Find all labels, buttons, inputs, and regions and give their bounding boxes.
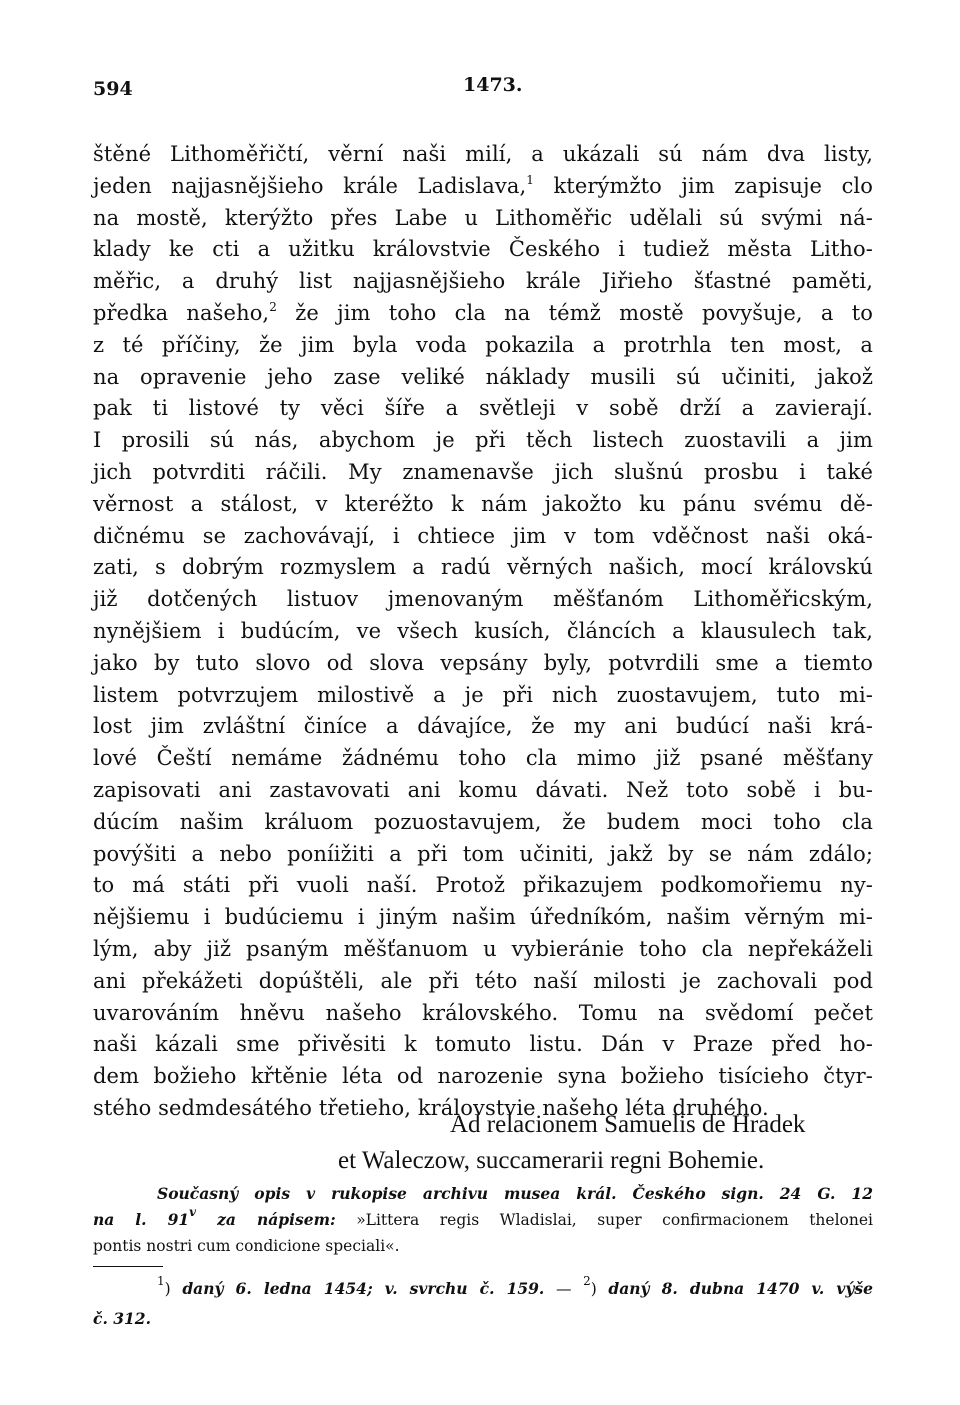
text-line: ani překážeti dopúštěli, ale při této naší milosti je zachovali pod <box>93 968 873 993</box>
text-fragment: kterýmžto jim zapisuje clo <box>533 173 873 198</box>
source-line: pontis nostri cum condicione speciali«. <box>93 1237 400 1255</box>
text-line: zapisovati ani zastavovati ani komu dávati. Než toto sobě i bu- <box>93 777 873 802</box>
text-line: zati, s dobrým rozmyslem a radú věrných našich, mocí královskú <box>93 555 873 580</box>
text-line: to má státi při vuoli naší. Protož přikazujem podkomořiemu ny- <box>93 873 873 898</box>
text-line: z té příčiny, že jim byla voda pokazila a protrhla ten most, a <box>93 332 873 357</box>
document-page <box>93 0 873 1405</box>
text-line: nynějšiem i budúcím, ve všech kusích, článcích a klausulech tak, <box>93 618 873 643</box>
footnote-mark: 2 <box>583 1274 591 1288</box>
text-fragment: jeden najjasnějšieho krále Ladislava, <box>93 173 527 198</box>
source-note <box>93 1181 873 1259</box>
footnote-line: č. 312. <box>93 1309 151 1328</box>
text-line: již dotčených listuov jmenovaným měšťanóm Lithoměřicským, <box>93 587 873 612</box>
text-line: jako by tuto slovo od slova vepsány byly, potvrdili sme a tiemto <box>93 650 873 675</box>
text-fragment: že jim toho cla na témž mostě povyšuje, a to <box>276 300 873 325</box>
text-line: naši kázali sme přivěsiti k tomuto listu. Dán v Praze před ho- <box>93 1032 873 1057</box>
signature-line: et Waleczow, succamerarii regni Bohemie. <box>338 1147 765 1174</box>
source-fragment: na l. 91 <box>93 1210 190 1229</box>
text-line: na mostě, kterýžto přes Labe u Lithoměřic udělali sú svými ná- <box>93 205 873 230</box>
text-line: štěné Lithoměřičtí, věrní naši milí, a ukázali sú nám dva listy, <box>93 142 873 166</box>
text-line: jich potvrditi ráčili. My znamenavše jich slušnú prosbu i také <box>93 459 873 484</box>
text-line: dem božieho křtěnie léta od narozenie syna božieho tisícieho čtyr- <box>93 1064 873 1089</box>
footnotes <box>93 1274 873 1334</box>
text-line: lým, aby již psaným měšťanuom u vybieránie toho cla nepřekáželi <box>93 936 873 961</box>
signature-line: Ad relacionem Samuelis de Hradek <box>450 1111 806 1138</box>
footnote-line: $^1$) daný 6. ledna 1454; v. svrchu č. 159. — $^2$) daný 8. dubna 1470 v. výše <box>157 1274 873 1298</box>
text-line <box>93 171 873 203</box>
text-line: stého sedmdesátého třetieho, královstvie našeho léta druhého. <box>93 1095 769 1120</box>
page-number: 594 <box>93 78 133 100</box>
page-header <box>93 74 873 106</box>
text-line: lové Čeští nemáme žádnému toho cla mimo již psané měšťany <box>93 746 873 771</box>
text-line: dičnému se zachovávají, i chtiece jim v tom vděčnost naši oká- <box>93 523 873 548</box>
header-year: 1473. <box>463 74 523 96</box>
source-line <box>93 1207 873 1233</box>
text-line: uvarováním hněvu našeho královského. Tomu na svědomí pečet <box>93 1000 873 1025</box>
text-line <box>93 298 873 330</box>
text-line: listem potvrzujem milostivě a je při nich zuostavujem, tuto mi- <box>93 682 873 707</box>
text-line: lost jim zvláštní činíce a dávajíce, že my ani budúcí naši krá- <box>93 714 873 739</box>
footnote-mark: 1 <box>157 1274 165 1288</box>
text-line: na opravenie jeho zase veliké náklady musili sú učiniti, jakož <box>93 364 873 389</box>
footnote-divider <box>93 1266 163 1267</box>
footnote-text: daný 8. dubna 1470 v. výše <box>608 1279 873 1298</box>
text-line: I prosili sú nás, abychom je při těch listech zuostavili a jim <box>93 428 873 453</box>
footnote-ref: 2 <box>269 299 277 314</box>
source-fragment: »Littera regis Wladislai, super confirmacionem thelonei <box>335 1211 873 1229</box>
text-line: nějšiemu i budúciemu i jiným našim úředníkóm, našim věrným mi- <box>93 905 873 930</box>
text-line: povýšiti a nebo poníižiti a při tom učiniti, jakž by se nám zdálo; <box>93 841 873 866</box>
footnote-separator: — <box>544 1280 584 1298</box>
source-fragment: za nápisem: <box>196 1210 336 1229</box>
charter-text <box>93 139 873 1125</box>
footnote-text: daný 6. ledna 1454; v. svrchu č. 159. <box>182 1279 545 1298</box>
source-line: Současný opis v rukopise archivu musea král. Českého sign. 24 G. 12 <box>157 1184 873 1203</box>
text-line: klady ke cti a užitku královstvie Českého i tudiež města Litho- <box>93 237 873 262</box>
text-line: měřic, a druhý list najjasnějšieho krále Jiřieho šťastné paměti, <box>93 269 873 294</box>
text-fragment: předka našeho, <box>93 300 270 325</box>
superscript: v <box>189 1205 197 1219</box>
text-line: věrnost a stálost, v kteréžto k nám jakožto ku pánu svému dě- <box>93 491 873 516</box>
footnote-ref: 1 <box>526 172 534 187</box>
text-line: dúcím našim králuom pozuostavujem, že budem moci toho cla <box>93 809 873 834</box>
signature-block <box>93 1107 873 1179</box>
text-line: pak ti listové ty věci šíře a světleji v sobě drží a zavierají. <box>93 396 873 421</box>
